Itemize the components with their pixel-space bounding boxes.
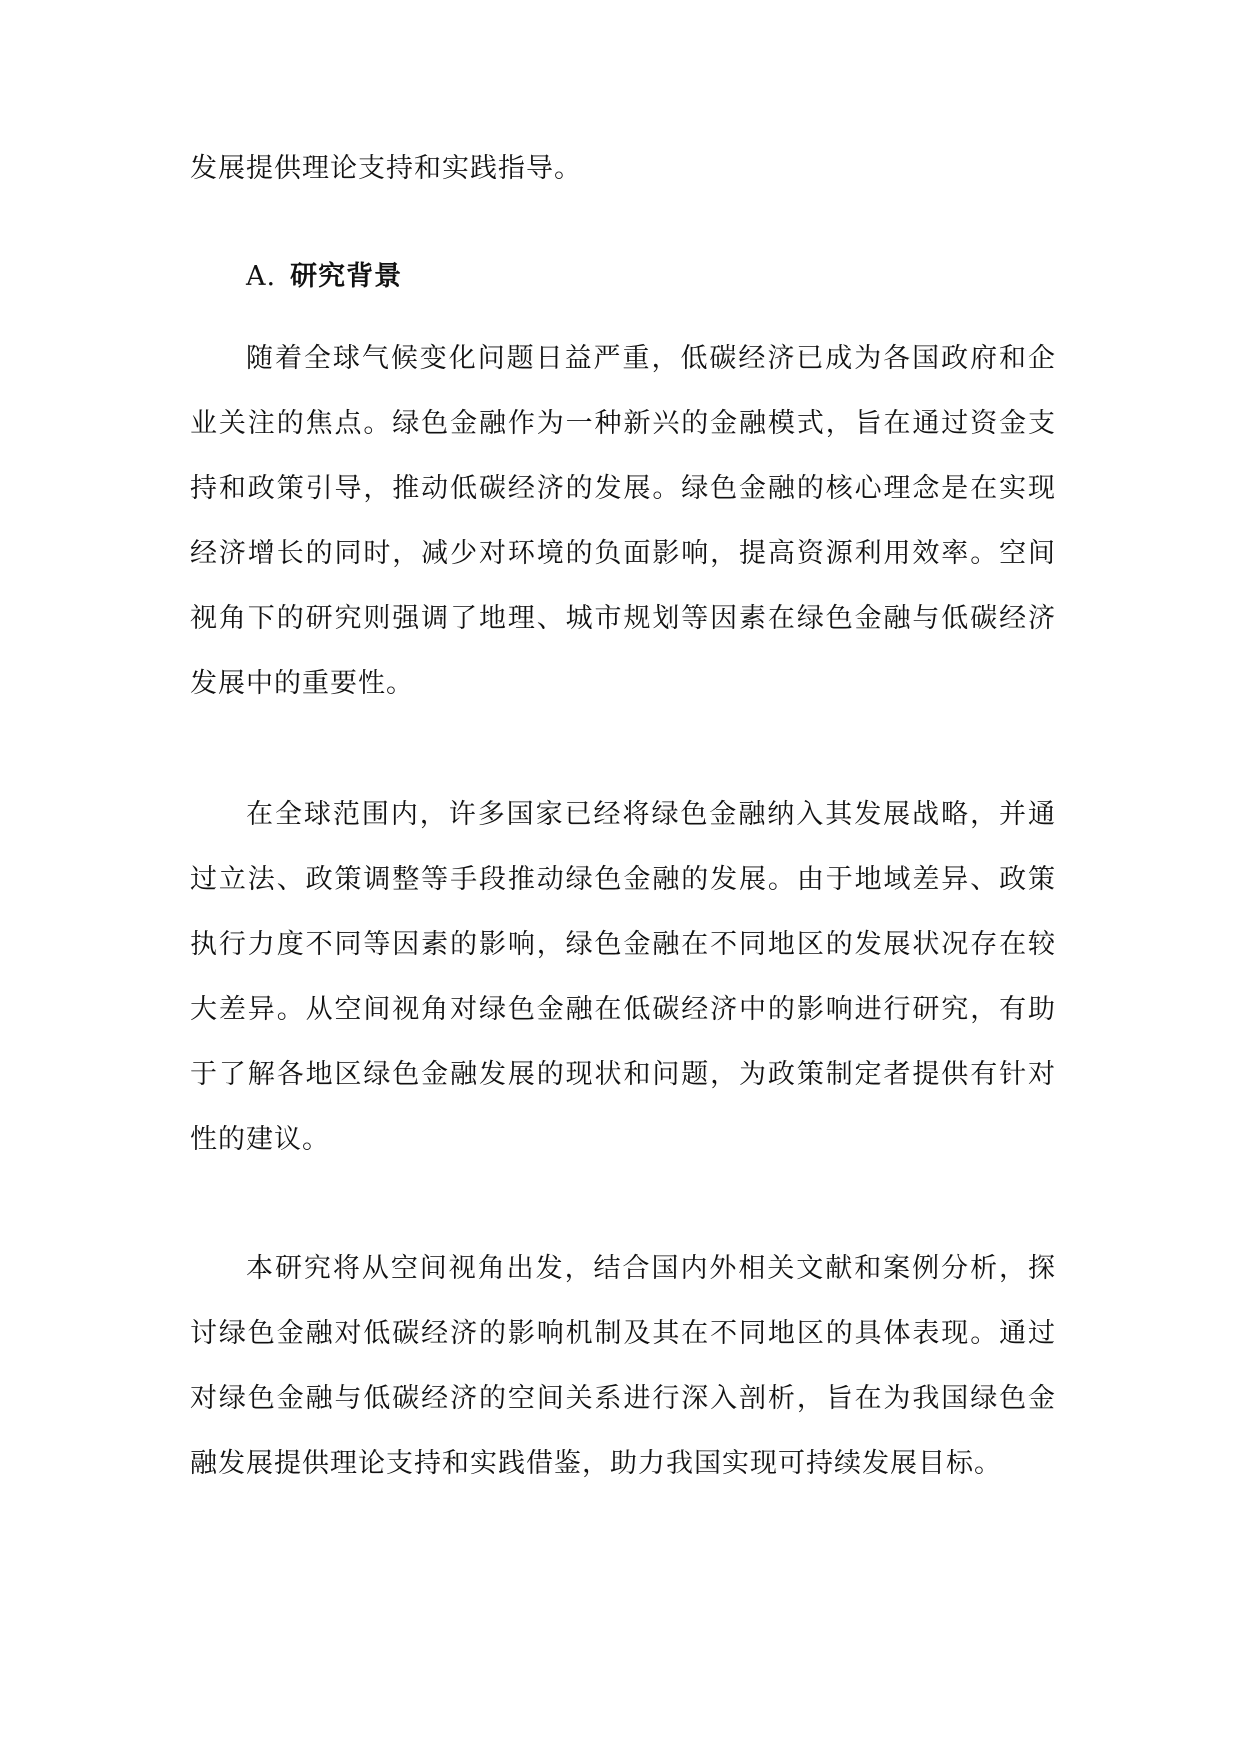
paragraph: 本研究将从空间视角出发，结合国内外相关文献和案例分析，探讨绿色金融对低碳经济的影响机制及其在不同地区的具体表现。通过对绿色金融与低碳经济的空间关系进行深入剖析，旨在为我国绿色金融发展提供理论支持和实践借鉴，助力我国实现可持续发展目标。 [190, 1253, 1056, 1479]
section-heading [246, 254, 402, 293]
paragraph: 随着全球气候变化问题日益严重，低碳经济已成为各国政府和企业关注的焦点。绿色金融作为一种新兴的金融模式，旨在通过资金支持和政策引导，推动低碳经济的发展。绿色金融的核心理念是在实现经济增长的同时，减少对环境的负面影响，提高资源利用效率。空间视角下的研究则强调了地理、城市规划等因素在绿色金融与低碳经济发展中的重要性。 [190, 343, 1056, 699]
section-title: 研究背景 [290, 261, 403, 292]
paragraph: 在全球范围内，许多国家已经将绿色金融纳入其发展战略，并通过立法、政策调整等手段推动绿色金融的发展。由于地域差异、政策执行力度不同等因素的影响，绿色金融在不同地区的发展状况存在较大差异。从空间视角对绿色金融在低碳经济中的影响进行研究，有助于了解各地区绿色金融发展的现状和问题，为政策制定者提供有针对性的建议。 [190, 799, 1056, 1155]
intro-paragraph-tail: 发展提供理论支持和实践指导。 [190, 153, 582, 184]
section-number: A. [246, 261, 277, 292]
